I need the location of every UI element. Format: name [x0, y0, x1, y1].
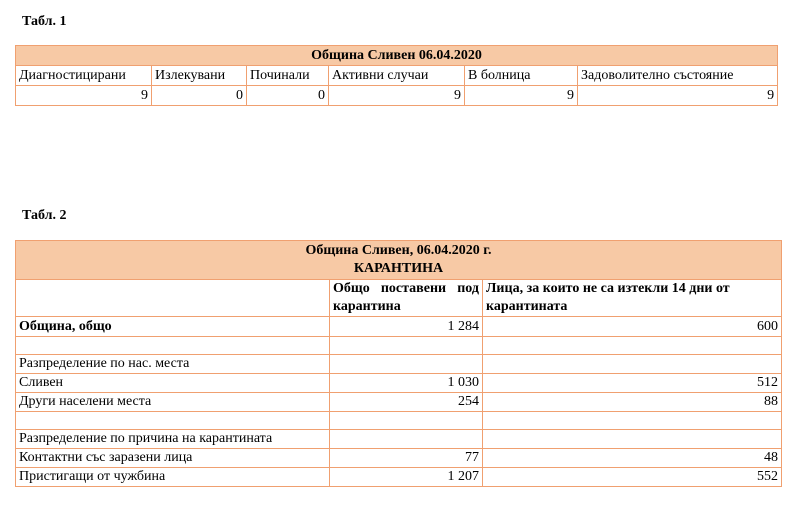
table-cell: 9 — [329, 86, 465, 106]
row-label: Контактни със заразени лица — [16, 449, 330, 468]
table-2-title — [16, 241, 782, 280]
column-header: Активни случаи — [329, 66, 465, 86]
table-cell: 254 — [330, 393, 483, 412]
table-cell: 600 — [483, 317, 782, 337]
column-header: Излекувани — [152, 66, 247, 86]
table-2-header-row — [16, 280, 782, 317]
table-cell: 9 — [465, 86, 578, 106]
table-1-header-row — [16, 66, 778, 86]
column-header: Починали — [247, 66, 329, 86]
section-heading: Разпределение по причина на карантината — [16, 430, 330, 449]
table-1-caption: Табл. 1 — [22, 14, 67, 29]
column-header-quarantined: Общо поставени под карантина — [330, 280, 483, 317]
section-heading-row — [16, 430, 782, 449]
spacer-row — [16, 412, 782, 430]
table-cell: 0 — [152, 86, 247, 106]
table-cell: 9 — [578, 86, 778, 106]
column-header-active-quarantine: Лица, за които не са изтекли 14 дни от карантината — [483, 280, 782, 317]
table-2-caption: Табл. 2 — [22, 208, 67, 223]
table-1-title: Община Сливен 06.04.2020 — [16, 46, 778, 66]
empty-header-cell — [16, 280, 330, 317]
table-row — [16, 468, 782, 487]
section-heading: Разпределение по нас. места — [16, 355, 330, 374]
table-cell: 1 207 — [330, 468, 483, 487]
row-label: Пристигащи от чужбина — [16, 468, 330, 487]
row-label: Други населени места — [16, 393, 330, 412]
table-cell: 0 — [247, 86, 329, 106]
row-label: Община, общо — [16, 317, 330, 337]
table-2-title-line-2: КАРАНТИНА — [353, 261, 444, 276]
table-row — [16, 393, 782, 412]
column-header: В болница — [465, 66, 578, 86]
table-row — [16, 317, 782, 337]
table-row — [16, 449, 782, 468]
table-cell: 552 — [483, 468, 782, 487]
table-row — [16, 374, 782, 393]
table-cell: 88 — [483, 393, 782, 412]
section-heading-row — [16, 355, 782, 374]
daily-cases-table — [15, 45, 778, 106]
table-cell: 1 030 — [330, 374, 483, 393]
row-label: Сливен — [16, 374, 330, 393]
table-cell: 48 — [483, 449, 782, 468]
table-2-title-line-1: Община Сливен, 06.04.2020 г. — [305, 243, 492, 258]
table-cell: 1 284 — [330, 317, 483, 337]
column-header: Задоволително състояние — [578, 66, 778, 86]
column-header: Диагностицирани — [16, 66, 152, 86]
table-1-value-row — [16, 86, 778, 106]
table-cell: 77 — [330, 449, 483, 468]
quarantine-table — [15, 240, 782, 487]
table-cell: 9 — [16, 86, 152, 106]
table-cell: 512 — [483, 374, 782, 393]
spacer-row — [16, 337, 782, 355]
